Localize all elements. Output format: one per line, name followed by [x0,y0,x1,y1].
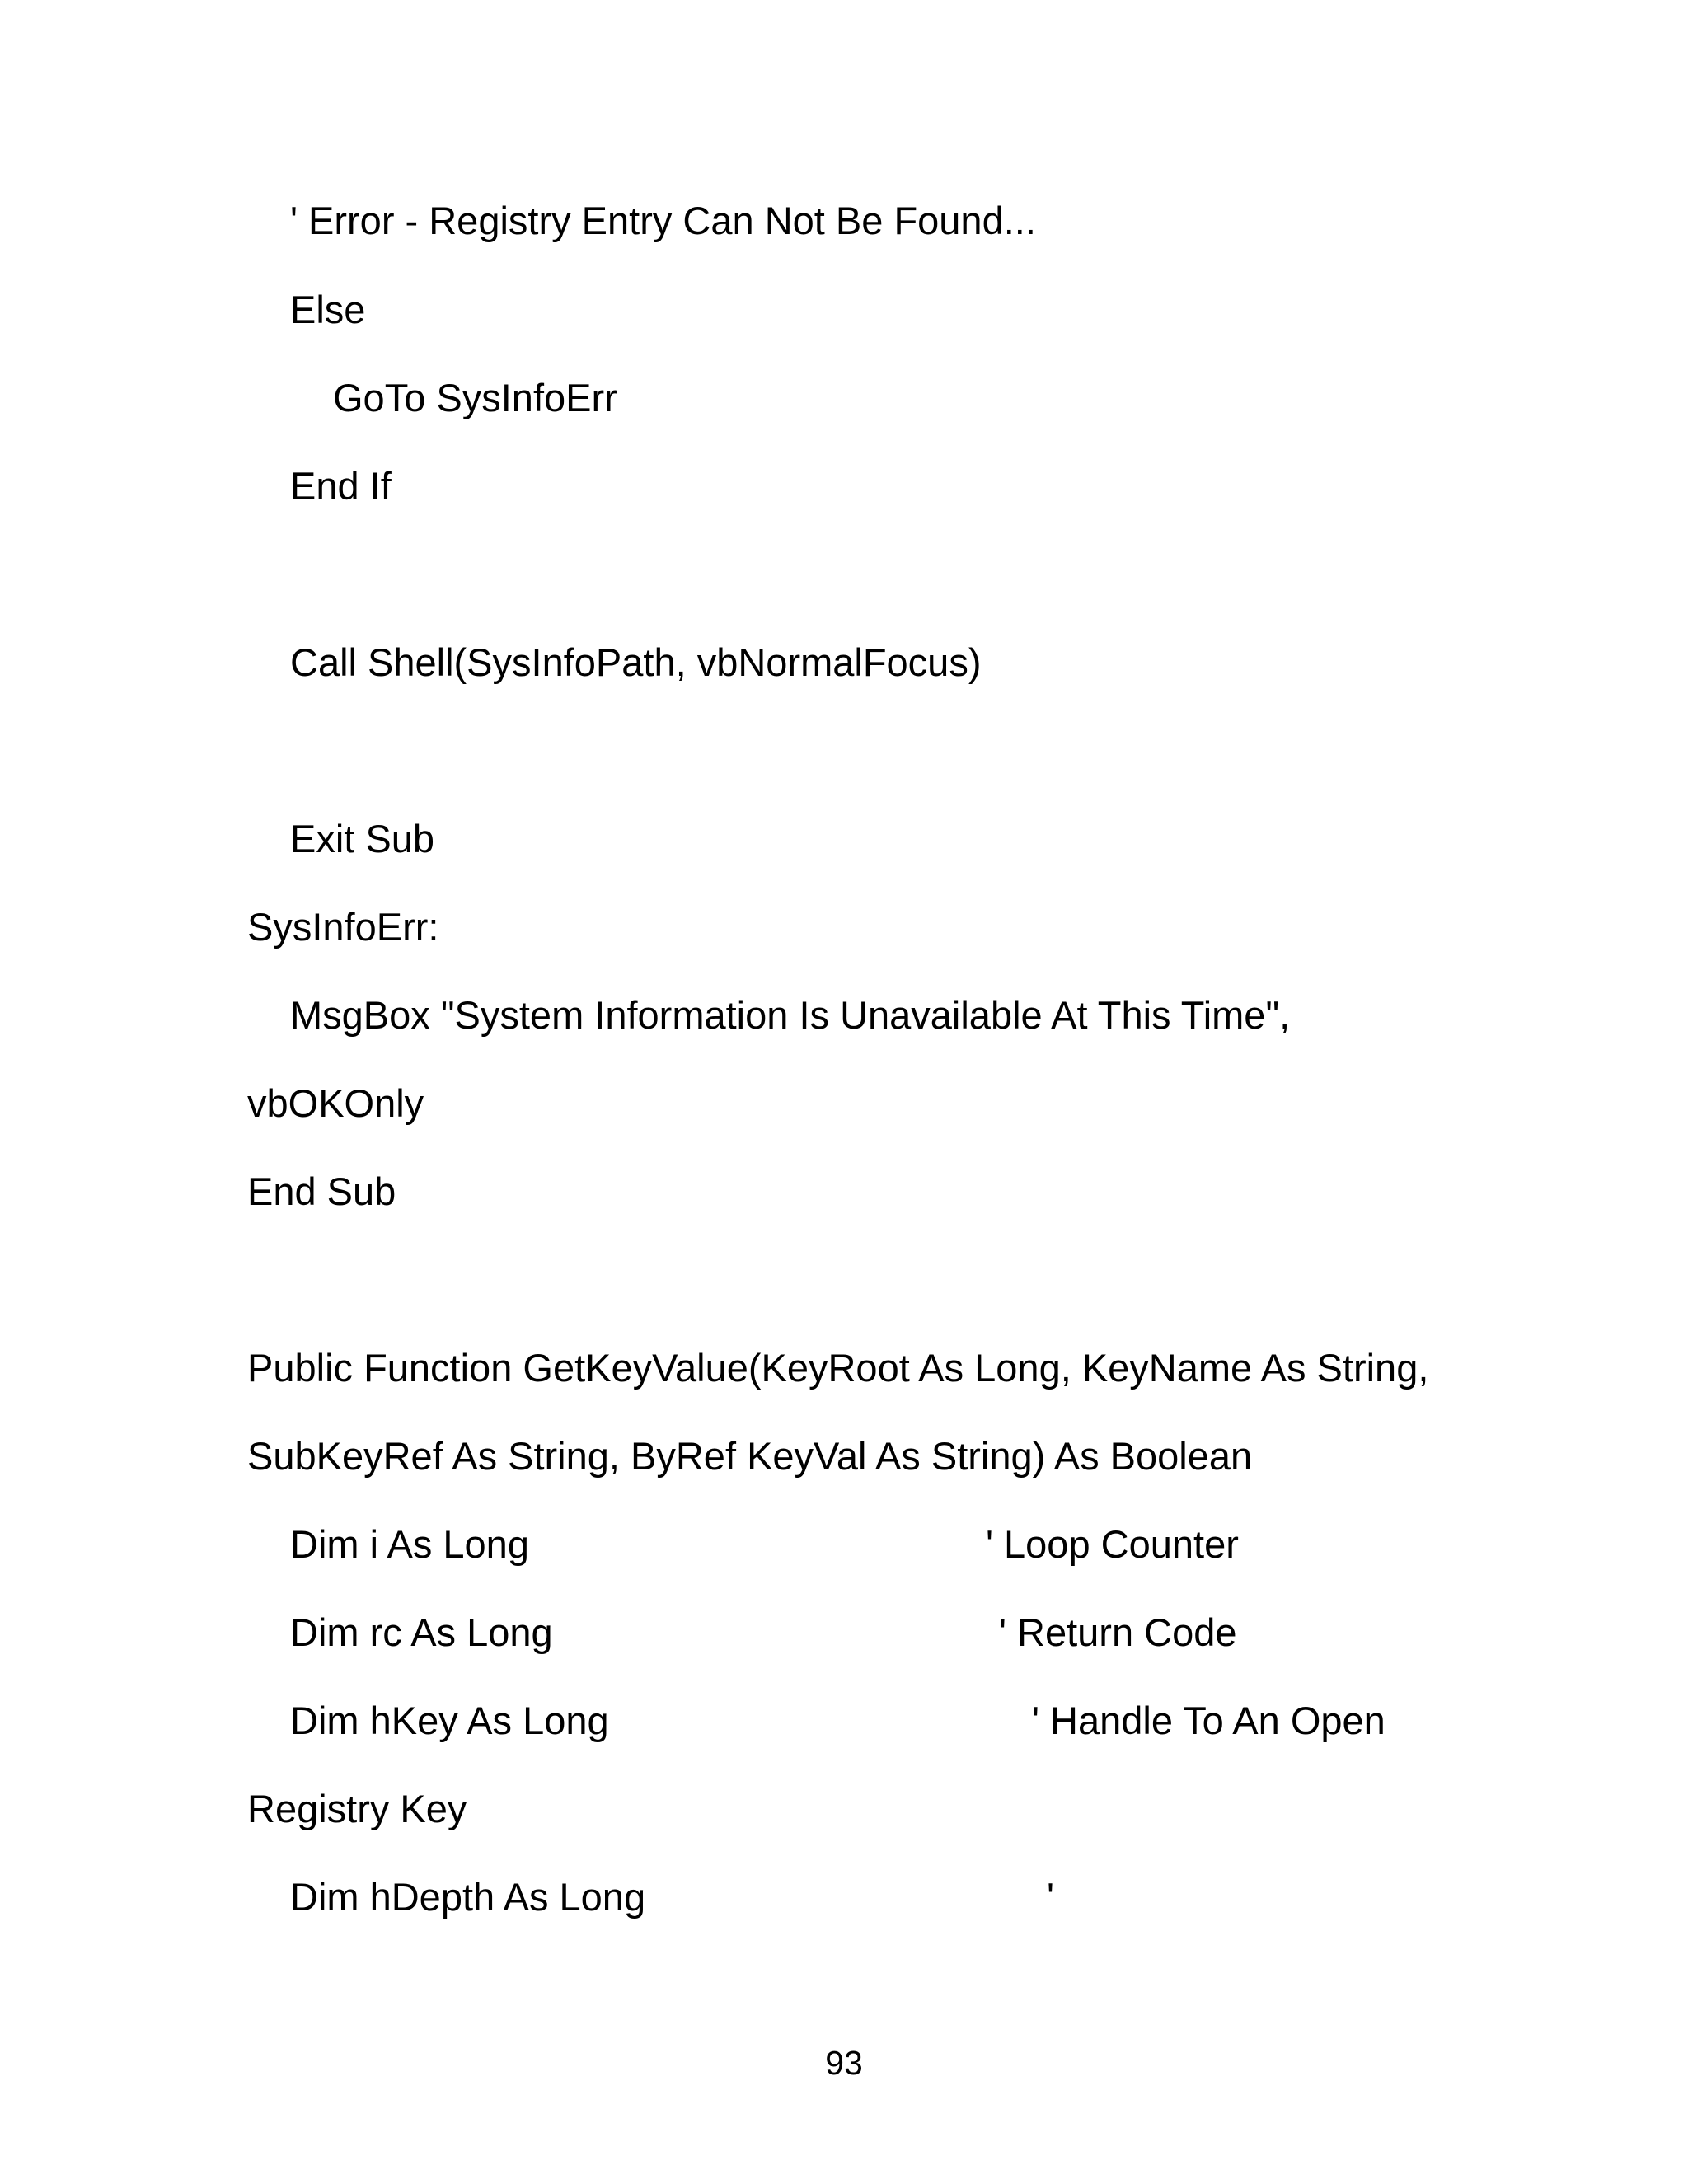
code-comment: ' Handle To An Open [1032,1699,1386,1742]
code-line: Dim hKey As Long [290,1699,609,1742]
code-line: GoTo SysInfoErr [333,376,617,419]
code-line: Public Function GetKeyValue(KeyRoot As Long, KeyName As String, [247,1346,1429,1390]
code-line: Call Shell(SysInfoPath, vbNormalFocus) [290,640,982,684]
code-comment: ' [1047,1875,1054,1919]
code-line: Exit Sub [290,817,435,860]
code-line: Dim i As Long [290,1522,529,1566]
code-line: Registry Key [247,1787,467,1830]
code-line: Else [290,288,366,331]
code-line: End If [290,464,392,508]
code-comment: ' Return Code [999,1610,1237,1654]
code-line: End Sub [247,1169,396,1213]
code-comment: ' Loop Counter [986,1522,1239,1566]
code-line: SubKeyRef As String, ByRef KeyVal As String) As Boolean [247,1434,1253,1478]
code-line: Dim rc As Long [290,1610,553,1654]
code-comment-line: ' Error - Registry Entry Can Not Be Found... [290,199,1036,242]
code-line: Dim hDepth As Long [290,1875,646,1919]
code-line: MsgBox "System Information Is Unavailable At This Time", [290,993,1291,1037]
code-label-line: SysInfoErr: [247,905,439,949]
code-line: vbOKOnly [247,1081,424,1125]
page-number: 93 [825,2044,863,2082]
